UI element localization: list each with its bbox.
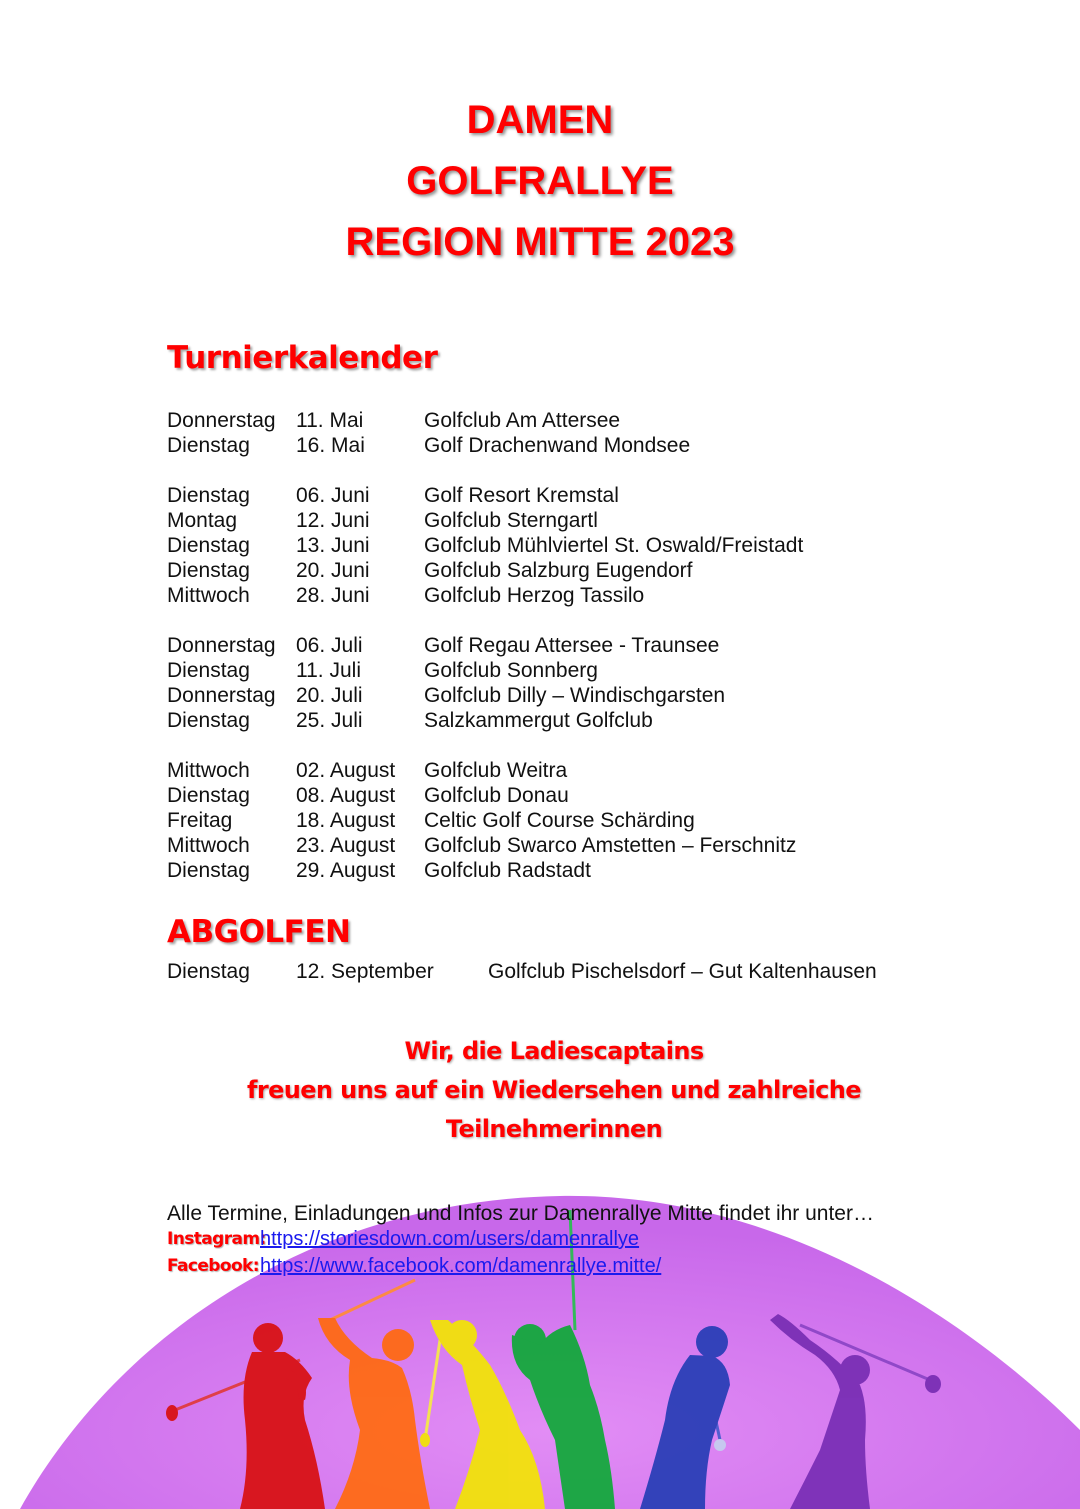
title-line-1: DAMEN xyxy=(466,98,614,142)
calendar-club: Golfclub Herzog Tassilo xyxy=(424,584,645,607)
facebook-row xyxy=(167,1253,661,1279)
closing-line-1: Wir, die Ladiescaptains xyxy=(404,1037,704,1065)
calendar-club: Golfclub Donau xyxy=(424,784,569,807)
calendar-date: 25. Juli xyxy=(296,709,363,732)
calendar-date: 23. August xyxy=(296,834,396,857)
calendar-date: 20. Juni xyxy=(296,559,370,582)
calendar-club: Golfclub Sonnberg xyxy=(424,659,598,682)
calendar-club: Golfclub Mühlviertel St. Oswald/Freistadt xyxy=(424,534,804,557)
abgolfen-row xyxy=(167,958,877,986)
calendar-club: Golfclub Weitra xyxy=(424,759,568,782)
calendar-day: Dienstag xyxy=(167,709,250,732)
instagram-label: Instagram: xyxy=(167,1229,266,1249)
calendar-date: 08. August xyxy=(296,784,396,807)
calendar-row xyxy=(167,758,967,783)
calendar-row xyxy=(167,583,967,608)
calendar-row xyxy=(167,633,967,658)
calendar-row xyxy=(167,858,967,883)
calendar-day: Dienstag xyxy=(167,559,250,582)
calendar-club: Golfclub Swarco Amstetten – Ferschnitz xyxy=(424,834,797,857)
calendar-row xyxy=(167,433,967,458)
calendar-day: Dienstag xyxy=(167,484,250,507)
calendar-day: Montag xyxy=(167,509,238,532)
calendar-day: Mittwoch xyxy=(167,584,250,607)
calendar-row xyxy=(167,558,967,583)
calendar-group-juli xyxy=(167,633,967,733)
calendar-club: Salzkammergut Golfclub xyxy=(424,709,653,732)
abgolfen-date: 12. September xyxy=(296,960,434,983)
calendar-date: 11. Mai xyxy=(296,409,364,432)
calendar-day: Mittwoch xyxy=(167,759,250,782)
calendar-day: Donnerstag xyxy=(167,684,276,707)
calendar-date: 02. August xyxy=(296,759,396,782)
tournament-calendar xyxy=(167,408,967,908)
facebook-label: Facebook: xyxy=(167,1256,259,1276)
abgolfen-day: Dienstag xyxy=(167,960,250,983)
info-text: Alle Termine, Einladungen und Infos zur Damenrallye Mitte findet ihr unter… xyxy=(167,1202,874,1225)
title-line-3: REGION MITTE 2023 xyxy=(345,220,735,264)
calendar-day: Dienstag xyxy=(167,659,250,682)
facebook-link[interactable]: https://www.facebook.com/damenrallye.mitte/ xyxy=(260,1255,662,1277)
calendar-row xyxy=(167,533,967,558)
calendar-row xyxy=(167,508,967,533)
calendar-row xyxy=(167,683,967,708)
calendar-row xyxy=(167,808,967,833)
calendar-club: Golf Regau Attersee - Traunsee xyxy=(424,634,720,657)
calendar-date: 16. Mai xyxy=(296,434,365,457)
calendar-date: 11. Juli xyxy=(296,659,361,682)
calendar-heading: Turnierkalender xyxy=(167,340,438,376)
calendar-row xyxy=(167,833,967,858)
calendar-day: Donnerstag xyxy=(167,409,276,432)
calendar-day: Dienstag xyxy=(167,784,250,807)
calendar-group-juni xyxy=(167,483,967,608)
calendar-date: 13. Juni xyxy=(296,534,370,557)
calendar-day: Freitag xyxy=(167,809,233,832)
calendar-day: Dienstag xyxy=(167,534,250,557)
calendar-date: 12. Juni xyxy=(296,509,370,532)
calendar-club: Golfclub Salzburg Eugendorf xyxy=(424,559,693,582)
calendar-row xyxy=(167,483,967,508)
closing-line-3: Teilnehmerinnen xyxy=(445,1115,663,1143)
calendar-day: Dienstag xyxy=(167,859,250,882)
calendar-date: 06. Juni xyxy=(296,484,370,507)
calendar-club: Golf Resort Kremstal xyxy=(424,484,619,507)
calendar-club: Golfclub Radstadt xyxy=(424,859,591,882)
calendar-date: 18. August xyxy=(296,809,396,832)
instagram-link[interactable]: https://storiesdown.com/users/damenrallye xyxy=(260,1228,640,1250)
calendar-row xyxy=(167,708,967,733)
calendar-club: Golfclub Dilly – Windischgarsten xyxy=(424,684,726,707)
calendar-group-mai xyxy=(167,408,967,458)
abgolfen-heading: ABGOLFEN xyxy=(167,914,351,950)
closing-line-2: freuen uns auf ein Wiedersehen und zahlreiche xyxy=(247,1076,861,1104)
calendar-day: Donnerstag xyxy=(167,634,276,657)
closing-message xyxy=(0,1032,1080,1149)
calendar-row xyxy=(167,783,967,808)
calendar-club: Golfclub Am Attersee xyxy=(424,409,621,432)
calendar-day: Mittwoch xyxy=(167,834,250,857)
abgolfen-club: Golfclub Pischelsdorf – Gut Kaltenhausen xyxy=(488,960,877,983)
calendar-date: 20. Juli xyxy=(296,684,363,707)
calendar-date: 06. Juli xyxy=(296,634,363,657)
calendar-date: 28. Juni xyxy=(296,584,370,607)
calendar-club: Celtic Golf Course Schärding xyxy=(424,809,695,832)
calendar-day: Dienstag xyxy=(167,434,250,457)
title-line-2: GOLFRALLYE xyxy=(406,159,674,203)
calendar-row xyxy=(167,658,967,683)
instagram-row xyxy=(167,1226,639,1252)
calendar-date: 29. August xyxy=(296,859,396,882)
calendar-row xyxy=(167,408,967,433)
calendar-club: Golfclub Sterngartl xyxy=(424,509,598,532)
calendar-club: Golf Drachenwand Mondsee xyxy=(424,434,691,457)
calendar-group-august xyxy=(167,758,967,883)
